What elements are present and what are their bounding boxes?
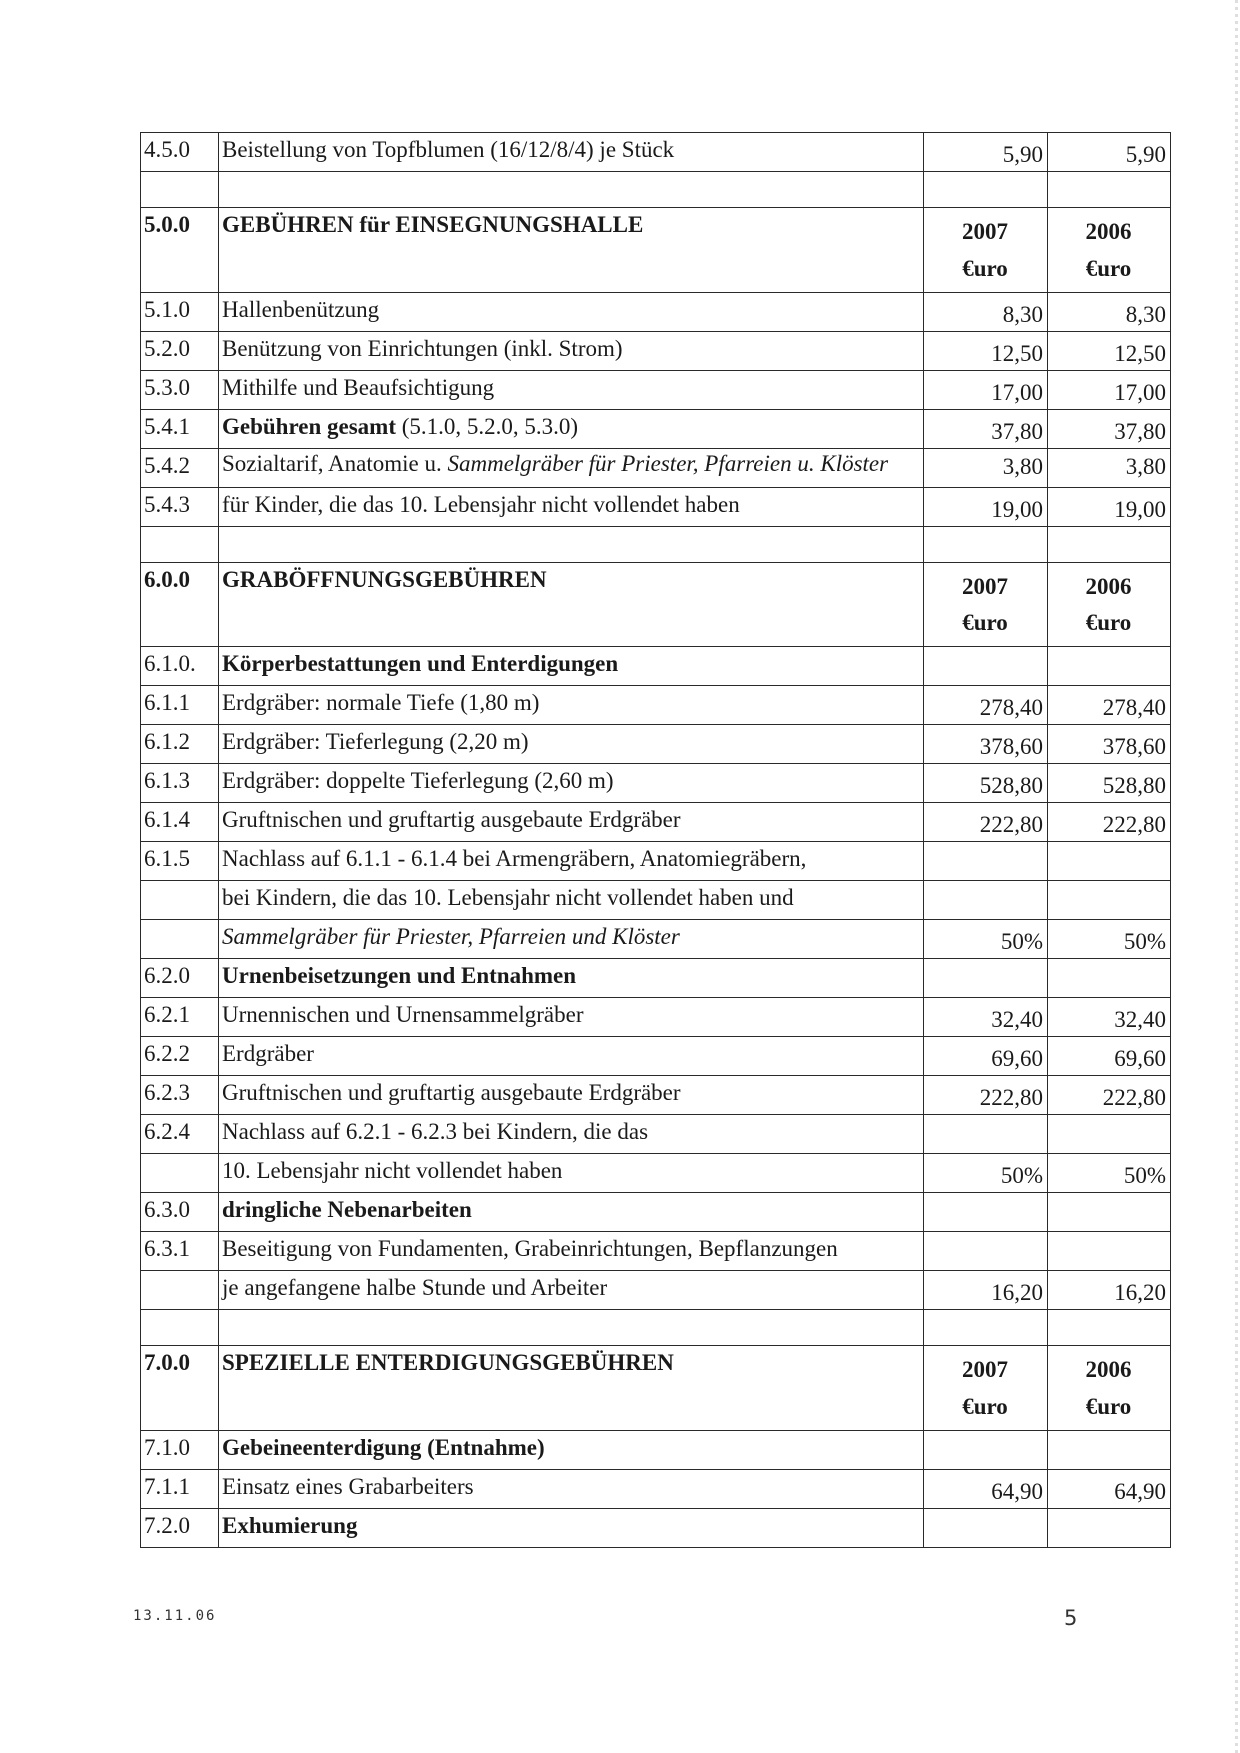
item-number: 6.3.1 bbox=[141, 1232, 219, 1271]
year-label: 2007 bbox=[962, 1357, 1008, 1383]
table-row bbox=[141, 1154, 1171, 1193]
table-row bbox=[141, 725, 1171, 764]
unit-label: €uro bbox=[1085, 255, 1132, 281]
item-number bbox=[141, 1154, 219, 1193]
description-italic: Sammelgräber für Priester, Pfarreien u. Klöster bbox=[447, 450, 889, 476]
item-description: 10. Lebensjahr nicht vollendet haben bbox=[219, 1154, 924, 1193]
year-label: 2006 bbox=[1085, 1357, 1132, 1383]
fee-2006: 50% bbox=[1048, 1154, 1171, 1193]
subsection-title: Körperbestattungen und Enterdigungen bbox=[219, 647, 924, 686]
fee-2006: 528,80 bbox=[1048, 764, 1171, 803]
table-row bbox=[141, 686, 1171, 725]
item-description: Sammelgräber für Priester, Pfarreien und Klöster bbox=[219, 920, 924, 959]
subsection-title: Gebeineenterdigung (Entnahme) bbox=[219, 1430, 924, 1469]
fee-2007: 222,80 bbox=[924, 803, 1048, 842]
item-number: 6.3.0 bbox=[141, 1193, 219, 1232]
unit-label: €uro bbox=[1085, 1393, 1132, 1419]
fee-table bbox=[140, 132, 1171, 1548]
item-number bbox=[141, 881, 219, 920]
table-row bbox=[141, 370, 1171, 409]
fee-2007: 69,60 bbox=[924, 1037, 1048, 1076]
year-header-2006 bbox=[1048, 562, 1171, 647]
fee-2007 bbox=[924, 881, 1048, 920]
item-number: 6.2.2 bbox=[141, 1037, 219, 1076]
fee-2006 bbox=[1048, 881, 1171, 920]
item-number: 6.1.4 bbox=[141, 803, 219, 842]
year-label: 2006 bbox=[1085, 573, 1132, 599]
section-header bbox=[141, 1346, 1171, 1431]
spacer-row bbox=[141, 1310, 1171, 1346]
section-title: GEBÜHREN für EINSEGNUNGSHALLE bbox=[219, 208, 924, 293]
table-row bbox=[141, 1232, 1171, 1271]
table-row bbox=[141, 881, 1171, 920]
fee-2006: 222,80 bbox=[1048, 1076, 1171, 1115]
fee-2006: 50% bbox=[1048, 920, 1171, 959]
fee-2007: 19,00 bbox=[924, 487, 1048, 526]
item-description: Mithilfe und Beaufsichtigung bbox=[219, 370, 924, 409]
year-label: 2006 bbox=[1085, 219, 1132, 244]
fee-2006: 32,40 bbox=[1048, 998, 1171, 1037]
section-header bbox=[141, 208, 1171, 293]
item-description: Gruftnischen und gruftartig ausgebaute Erdgräber bbox=[219, 803, 924, 842]
fee-2007: 528,80 bbox=[924, 764, 1048, 803]
subsection-row bbox=[141, 647, 1171, 686]
section-number: 5.0.0 bbox=[141, 208, 219, 293]
item-number: 5.3.0 bbox=[141, 370, 219, 409]
scan-edge-artifact bbox=[1235, 0, 1238, 1753]
item-description bbox=[219, 409, 924, 448]
subsection-row bbox=[141, 1430, 1171, 1469]
fee-2007: 3,80 bbox=[924, 448, 1048, 487]
table-row bbox=[141, 1076, 1171, 1115]
fee-2007: 17,00 bbox=[924, 370, 1048, 409]
item-description: Benützung von Einrichtungen (inkl. Strom) bbox=[219, 331, 924, 370]
item-number bbox=[141, 1271, 219, 1310]
item-description bbox=[219, 448, 924, 487]
item-number: 6.2.3 bbox=[141, 1076, 219, 1115]
fee-2007 bbox=[924, 1232, 1048, 1271]
item-description: Erdgräber bbox=[219, 1037, 924, 1076]
fee-2007: 5,90 bbox=[924, 133, 1048, 172]
fee-2006: 69,60 bbox=[1048, 1037, 1171, 1076]
item-description: Hallenbenützung bbox=[219, 292, 924, 331]
item-description: Erdgräber: normale Tiefe (1,80 m) bbox=[219, 686, 924, 725]
table-row bbox=[141, 803, 1171, 842]
table-row bbox=[141, 292, 1171, 331]
item-number bbox=[141, 920, 219, 959]
table-row bbox=[141, 409, 1171, 448]
page-number: 5 bbox=[1064, 1606, 1078, 1630]
year-header-2007 bbox=[924, 208, 1048, 293]
fee-2006 bbox=[1048, 1232, 1171, 1271]
fee-2006: 278,40 bbox=[1048, 686, 1171, 725]
fee-2006: 3,80 bbox=[1048, 448, 1171, 487]
item-number: 5.1.0 bbox=[141, 292, 219, 331]
item-number: 7.1.0 bbox=[141, 1430, 219, 1469]
spacer-row bbox=[141, 172, 1171, 208]
item-description: Urnennischen und Urnensammelgräber bbox=[219, 998, 924, 1037]
item-number: 4.5.0 bbox=[141, 133, 219, 172]
fee-2006: 37,80 bbox=[1048, 409, 1171, 448]
fee-2007: 278,40 bbox=[924, 686, 1048, 725]
fee-2007: 37,80 bbox=[924, 409, 1048, 448]
fee-2007: 12,50 bbox=[924, 331, 1048, 370]
fee-2006: 378,60 bbox=[1048, 725, 1171, 764]
year-label: 2007 bbox=[962, 219, 1008, 244]
fee-2007: 222,80 bbox=[924, 1076, 1048, 1115]
item-description: bei Kindern, die das 10. Lebensjahr nicht vollendet haben und bbox=[219, 881, 924, 920]
unit-label: €uro bbox=[1085, 610, 1132, 636]
item-description: Gruftnischen und gruftartig ausgebaute Erdgräber bbox=[219, 1076, 924, 1115]
fee-2007: 64,90 bbox=[924, 1469, 1048, 1508]
fee-2006: 5,90 bbox=[1048, 133, 1171, 172]
section-title: SPEZIELLE ENTERDIGUNGSGEBÜHREN bbox=[219, 1346, 924, 1431]
section-header bbox=[141, 562, 1171, 647]
description-plain: Sozialtarif, Anatomie u. bbox=[222, 450, 448, 476]
fee-2007: 50% bbox=[924, 1154, 1048, 1193]
item-number: 6.2.4 bbox=[141, 1115, 219, 1154]
subsection-row bbox=[141, 959, 1171, 998]
footer-date: 13.11.06 bbox=[133, 1608, 217, 1624]
fee-2006 bbox=[1048, 842, 1171, 881]
fee-2006: 17,00 bbox=[1048, 370, 1171, 409]
item-number: 5.4.3 bbox=[141, 487, 219, 526]
item-description: Nachlass auf 6.1.1 - 6.1.4 bei Armengräbern, Anatomiegräbern, bbox=[219, 842, 924, 881]
fee-2007 bbox=[924, 842, 1048, 881]
item-number: 6.1.5 bbox=[141, 842, 219, 881]
section-number: 6.0.0 bbox=[141, 562, 219, 647]
fee-2006 bbox=[1048, 1115, 1171, 1154]
fee-2007: 16,20 bbox=[924, 1271, 1048, 1310]
item-number: 7.2.0 bbox=[141, 1508, 219, 1547]
item-description: Einsatz eines Grabarbeiters bbox=[219, 1469, 924, 1508]
spacer-row bbox=[141, 526, 1171, 562]
subsection-row bbox=[141, 1508, 1171, 1547]
item-description: Nachlass auf 6.2.1 - 6.2.3 bei Kindern, die das bbox=[219, 1115, 924, 1154]
description-rest: (5.1.0, 5.2.0, 5.3.0) bbox=[396, 413, 579, 439]
fee-2006: 8,30 bbox=[1048, 292, 1171, 331]
section-title: GRABÖFFNUNGSGEBÜHREN bbox=[219, 562, 924, 647]
item-number: 7.1.1 bbox=[141, 1469, 219, 1508]
section-number: 7.0.0 bbox=[141, 1346, 219, 1431]
subsection-title: dringliche Nebenarbeiten bbox=[219, 1193, 924, 1232]
description-bold: Gebühren gesamt bbox=[222, 413, 396, 439]
table-row bbox=[141, 1271, 1171, 1310]
unit-label: €uro bbox=[962, 610, 1008, 636]
fee-2007: 378,60 bbox=[924, 725, 1048, 764]
table-row bbox=[141, 842, 1171, 881]
table-row bbox=[141, 487, 1171, 526]
unit-label: €uro bbox=[962, 255, 1008, 281]
table-row bbox=[141, 448, 1171, 487]
item-description: je angefangene halbe Stunde und Arbeiter bbox=[219, 1271, 924, 1310]
subsection-title: Urnenbeisetzungen und Entnahmen bbox=[219, 959, 924, 998]
item-number: 6.1.0. bbox=[141, 647, 219, 686]
item-number: 6.1.3 bbox=[141, 764, 219, 803]
table-row bbox=[141, 1037, 1171, 1076]
table-row bbox=[141, 133, 1171, 172]
item-description: Erdgräber: doppelte Tieferlegung (2,60 m) bbox=[219, 764, 924, 803]
table-row bbox=[141, 1469, 1171, 1508]
item-number: 5.2.0 bbox=[141, 331, 219, 370]
table-row bbox=[141, 1115, 1171, 1154]
year-header-2006 bbox=[1048, 208, 1171, 293]
item-number: 6.2.0 bbox=[141, 959, 219, 998]
item-number: 6.2.1 bbox=[141, 998, 219, 1037]
table-row bbox=[141, 764, 1171, 803]
year-label: 2007 bbox=[962, 573, 1008, 599]
table-row bbox=[141, 920, 1171, 959]
item-description: Beseitigung von Fundamenten, Grabeinrichtungen, Bepflanzungen bbox=[219, 1232, 924, 1271]
table-row bbox=[141, 998, 1171, 1037]
unit-label: €uro bbox=[962, 1393, 1008, 1419]
fee-2007 bbox=[924, 1115, 1048, 1154]
item-description: Beistellung von Topfblumen (16/12/8/4) je Stück bbox=[219, 133, 924, 172]
item-description: Erdgräber: Tieferlegung (2,20 m) bbox=[219, 725, 924, 764]
fee-2007: 50% bbox=[924, 920, 1048, 959]
fee-2007: 32,40 bbox=[924, 998, 1048, 1037]
subsection-row bbox=[141, 1193, 1171, 1232]
item-description: für Kinder, die das 10. Lebensjahr nicht vollendet haben bbox=[219, 487, 924, 526]
item-number: 6.1.1 bbox=[141, 686, 219, 725]
fee-2006: 16,20 bbox=[1048, 1271, 1171, 1310]
fee-2006: 222,80 bbox=[1048, 803, 1171, 842]
fee-2007: 8,30 bbox=[924, 292, 1048, 331]
year-header-2007 bbox=[924, 562, 1048, 647]
table-row bbox=[141, 331, 1171, 370]
year-header-2006 bbox=[1048, 1346, 1171, 1431]
fee-2006: 19,00 bbox=[1048, 487, 1171, 526]
subsection-title: Exhumierung bbox=[219, 1508, 924, 1547]
fee-2006: 64,90 bbox=[1048, 1469, 1171, 1508]
year-header-2007 bbox=[924, 1346, 1048, 1431]
fee-2006: 12,50 bbox=[1048, 331, 1171, 370]
item-number: 6.1.2 bbox=[141, 725, 219, 764]
item-number: 5.4.2 bbox=[141, 448, 219, 487]
item-number: 5.4.1 bbox=[141, 409, 219, 448]
